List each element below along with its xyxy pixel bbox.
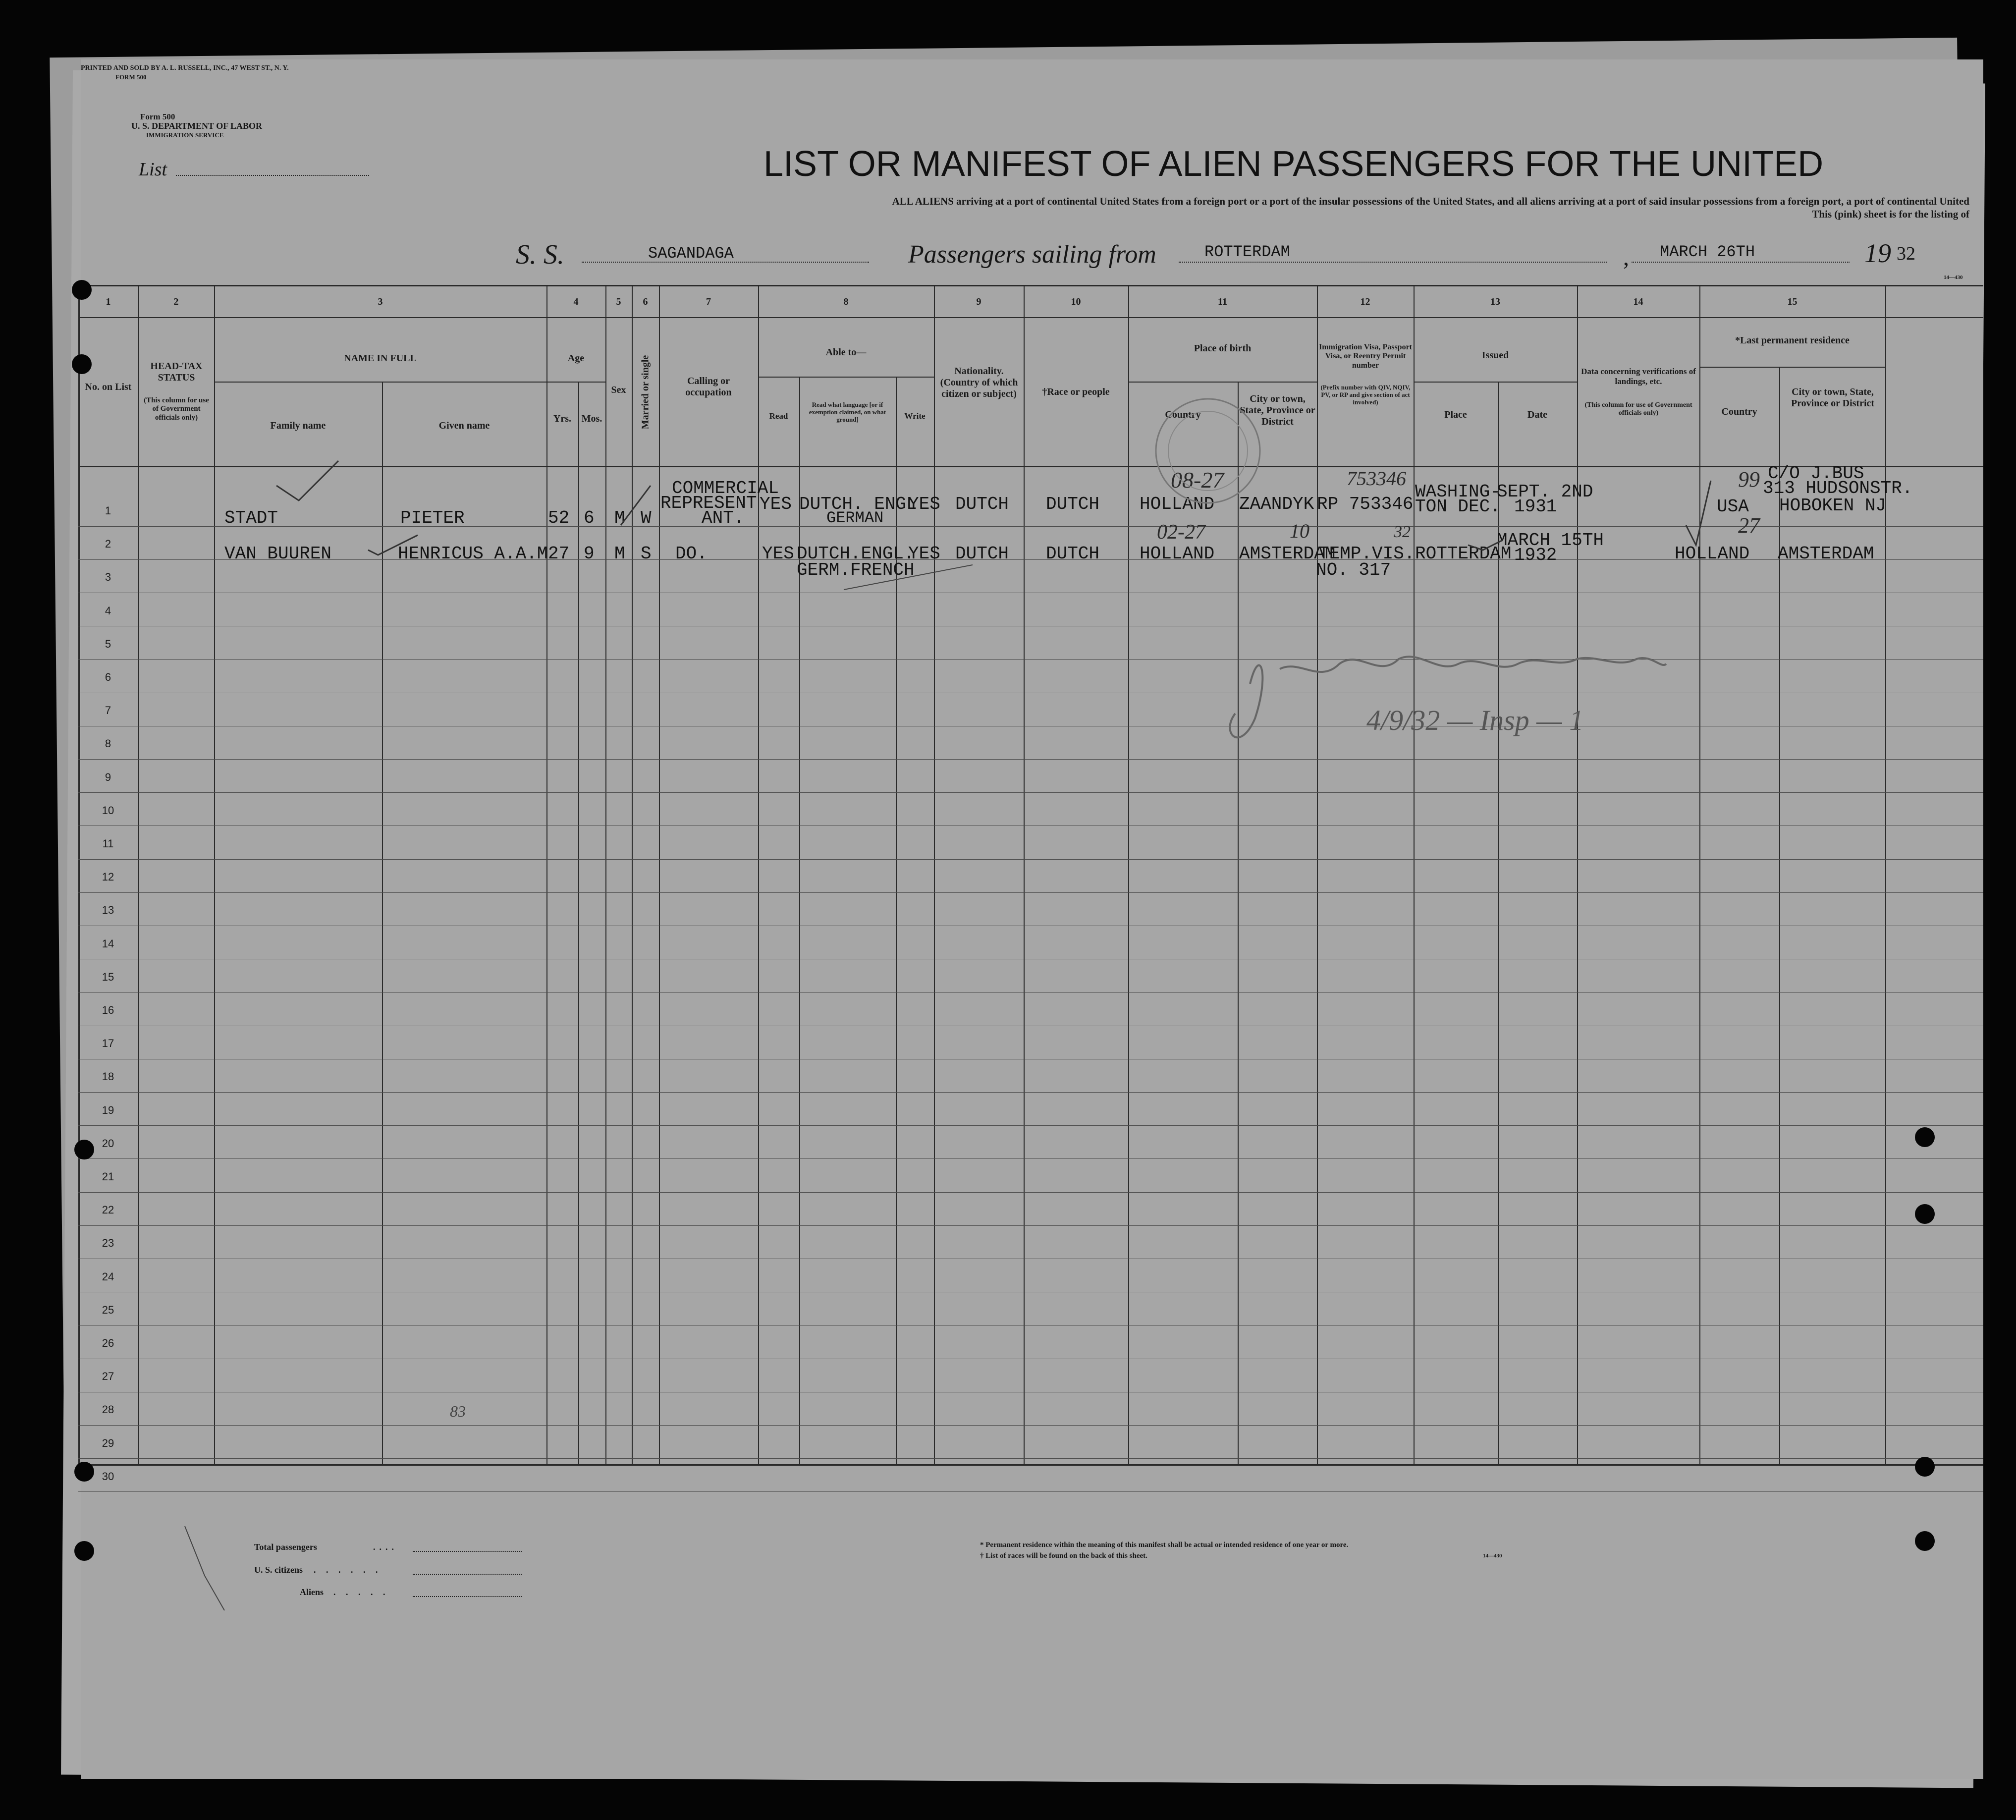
binder-hole [72, 280, 92, 300]
row2-mos: 9 [584, 544, 595, 564]
row2-read: YES [762, 544, 794, 564]
port: ROTTERDAM [1204, 243, 1290, 261]
form-code: 14—430 [1944, 275, 1963, 280]
printer-line: PRINTED AND SOLD BY A. L. RUSSELL, INC., 47 WEST ST., N. Y. [81, 64, 289, 72]
row1-occupation-c: ANT. [702, 508, 745, 528]
row-number: 26 [102, 1337, 114, 1349]
given-name-header: Given name [438, 420, 490, 431]
footnote-races: † List of races will be found on the back of this sheet. [980, 1552, 1147, 1560]
row1-race: DUTCH [1046, 494, 1100, 514]
row2-race: DUTCH [1046, 544, 1100, 564]
row1-birth-note: 08-27 [1171, 467, 1224, 493]
row2-issued-date-b: 1932 [1514, 545, 1557, 565]
row1-birth-city: ZAANDYK [1239, 494, 1314, 514]
row2-given: HENRICUS A.A.M [398, 544, 548, 564]
birth-city-header: City or town, State, Province or District [1240, 393, 1315, 427]
issued-place-header: Place [1444, 409, 1467, 420]
row2-yrs: 27 [548, 544, 570, 564]
row2-read-lang-2: GERM.FRENCH [797, 560, 915, 580]
row-number: 2 [105, 538, 111, 550]
row-number: 24 [102, 1270, 114, 1283]
check-mark-1 [276, 461, 338, 500]
us-citizens-label: U. S. citizens [254, 1565, 303, 1575]
col-num-6: 6 [643, 296, 648, 307]
row1-issued-place-a: WASHING- [1415, 482, 1501, 502]
row2-birth-city: AMSTERDAM [1239, 544, 1336, 564]
year-suffix: 32 [1897, 243, 1915, 264]
able-to-header: Able to— [825, 347, 867, 358]
col-num-12: 12 [1360, 296, 1370, 307]
row1-yrs: 52 [548, 508, 570, 528]
binder-hole [1915, 1457, 1935, 1477]
ss-label: S. S. [516, 239, 564, 270]
row2-nationality: DUTCH [955, 544, 1009, 564]
row1-res-city-c: HOBOKEN NJ [1779, 496, 1887, 516]
check-mark-3 [621, 486, 651, 525]
signature-note: 4/9/32 — Insp — 1 [1366, 704, 1584, 736]
col-num-4: 4 [573, 296, 579, 307]
row1-occupation-b: REPRESENT [660, 493, 757, 513]
pencil-stroke [844, 565, 973, 590]
footer-code: 14—430 [1483, 1553, 1502, 1559]
row-number: 27 [102, 1370, 114, 1382]
col-num-8: 8 [843, 296, 849, 307]
row2-read-lang: DUTCH.ENGL. [797, 544, 915, 564]
landings-note: (This column for use of Government officials only) [1584, 401, 1692, 417]
binder-hole [1915, 1531, 1935, 1551]
name-in-full-header: NAME IN FULL [344, 353, 417, 364]
leader-dots-1: .... [373, 1542, 398, 1552]
binder-hole [1915, 1127, 1935, 1147]
col-num-5: 5 [616, 296, 621, 307]
binder-hole [74, 1140, 94, 1159]
check-mark-4 [1468, 540, 1503, 550]
row1-res-note: 99 [1738, 467, 1760, 492]
row1-marital: W [641, 508, 652, 528]
row2-issued-date-a: MARCH 15TH [1497, 530, 1604, 551]
binder-hole [1915, 1204, 1935, 1224]
row-number: 28 [102, 1403, 114, 1416]
leader-dots-2: . . . . . . [314, 1565, 382, 1575]
stray-mark: 83 [450, 1402, 466, 1420]
list-label: List [139, 159, 167, 180]
visa-note: (Prefix number with QIV, NQIV, PV, or RP and give section of act involved) [1320, 384, 1411, 406]
row-number: 22 [102, 1204, 114, 1216]
visa-header: Immigration Visa, Passport Visa, or Reentry Permit number [1319, 343, 1412, 370]
yrs-header: Yrs. [553, 413, 572, 424]
row1-visa: RP 753346 [1317, 494, 1414, 514]
row1-res-city-a: C/O J.BUS [1768, 463, 1864, 484]
col-num-1: 1 [106, 296, 111, 307]
row1-res-country: USA [1717, 496, 1749, 517]
row-number: 19 [102, 1104, 114, 1116]
res-city-header: City or town, State, Province or District [1791, 386, 1875, 409]
binder-hole [74, 1462, 94, 1482]
form-number: Form 500 [140, 112, 175, 121]
row2-visa: TEMP.VIS. [1318, 544, 1415, 564]
row-number: 7 [105, 704, 111, 717]
total-passengers-label: Total passengers [254, 1542, 317, 1552]
row-number: 18 [102, 1070, 114, 1083]
row2-visa-note: 32 [1394, 523, 1411, 541]
row-number: 5 [105, 638, 111, 650]
row2-occupation: DO. [675, 544, 708, 564]
row2-res-city: AMSTERDAM [1778, 544, 1874, 564]
row1-read-lang: DUTCH. ENGL [799, 494, 917, 514]
row-number: 17 [102, 1037, 114, 1049]
write-header: Write [904, 411, 926, 421]
form-small: FORM 500 [115, 73, 147, 81]
subtitle: ALL ALIENS arriving at a port of continental United States from a foreign port or a port of the insular possessions of the United States, and all aliens arriving at a port of said insular possessions from a foreign port, a port of continental United [892, 195, 1969, 207]
stamp-circle [1156, 399, 1260, 503]
sex-header: Sex [611, 385, 626, 395]
stamp-inner-circle [1168, 411, 1248, 491]
footer-stroke [185, 1526, 224, 1610]
col-num-13: 13 [1490, 296, 1500, 307]
row-number: 13 [102, 904, 114, 916]
row-number: 21 [102, 1170, 114, 1183]
manifest-sheet [81, 59, 1983, 1779]
row1-visa-note: 753346 [1347, 467, 1406, 490]
row-number: 6 [105, 671, 111, 683]
row2-birth-note: 02-27 [1157, 521, 1205, 544]
row1-read-lang-2: GERMAN [826, 509, 884, 527]
col-num-2: 2 [173, 296, 179, 307]
res-country-header: Country [1721, 406, 1757, 417]
row1-issued-place-b: TON DEC. [1415, 496, 1501, 517]
row2-res-note: 27 [1738, 513, 1760, 538]
row1-birth-country: HOLLAND [1140, 494, 1215, 514]
col-num-11: 11 [1218, 296, 1227, 307]
row1-family: STADT [224, 508, 278, 528]
row2-birth-country: HOLLAND [1140, 544, 1215, 564]
ship-name: SAGANDAGA [648, 244, 734, 263]
row-number: 3 [105, 571, 111, 583]
issued-date-header: Date [1527, 409, 1547, 420]
row1-occupation-a: COMMERCIAL [672, 478, 779, 498]
row1-issued-date-b: 1931 [1514, 496, 1557, 517]
calling-header: Calling or occupation [685, 376, 732, 398]
row1-write: YES [908, 494, 940, 514]
row-number: 23 [102, 1237, 114, 1249]
row-number: 20 [102, 1137, 114, 1150]
citizens-line [413, 1574, 522, 1575]
married-header: Married or single [640, 355, 651, 430]
row-number: 10 [102, 804, 114, 817]
total-line [413, 1551, 522, 1552]
head-tax-note: (This column for use of Government officials only) [144, 396, 209, 422]
sailing-label: Passengers sailing from [908, 240, 1156, 269]
department: U. S. DEPARTMENT OF LABOR [131, 121, 263, 131]
service: IMMIGRATION SERVICE [146, 131, 224, 139]
row-number: 14 [102, 938, 114, 950]
col-num-14: 14 [1633, 296, 1643, 307]
sailing-date: MARCH 26TH [1660, 243, 1755, 261]
row2-sex: M [614, 544, 625, 564]
row2-issued-place: ROTTERDAM [1415, 544, 1512, 564]
row1-mos: 6 [584, 508, 595, 528]
check-mark-2 [368, 535, 418, 555]
row-number: 1 [105, 504, 111, 517]
row-number: 11 [102, 837, 114, 850]
place-of-birth-header: Place of birth [1194, 343, 1252, 354]
row-number: 30 [102, 1470, 114, 1483]
head-tax-header: HEAD-TAX STATUS [150, 361, 203, 383]
comma-mark: , [1623, 244, 1629, 271]
row2-marital: S [641, 544, 652, 564]
read-lang-header: Read what language [or if exemption claimed, on what ground] [809, 401, 886, 423]
row1-read: YES [760, 494, 792, 514]
row-number: 15 [102, 971, 114, 983]
age-header: Age [567, 353, 585, 364]
binder-hole [74, 1541, 94, 1561]
col-num-3: 3 [378, 296, 383, 307]
row1-given: PIETER [400, 508, 465, 528]
race-header: †Race or people [1042, 386, 1110, 397]
aliens-label: Aliens [300, 1587, 324, 1597]
last-res-header: *Last permanent residence [1735, 335, 1850, 346]
row-number: 25 [102, 1304, 114, 1316]
birth-country-header: Country [1165, 409, 1201, 420]
row1-sex: M [614, 508, 625, 528]
nationality-header: Nationality. (Country of which citizen or subject) [940, 366, 1018, 399]
row1-nationality: DUTCH [955, 494, 1009, 514]
handwritten-marks [81, 59, 1983, 1779]
year-prefix: 19 [1864, 238, 1891, 268]
subtitle-2: This (pink) sheet is for the listing of [1812, 208, 1969, 220]
row-number: 8 [105, 737, 111, 750]
row-number: 4 [105, 605, 111, 617]
check-mark-5 [1686, 481, 1711, 545]
page-title: LIST OR MANIFEST OF ALIEN PASSENGERS FOR THE UNITED [763, 144, 1824, 184]
row-number: 12 [102, 871, 114, 883]
landings-header: Data concerning verifications of landings, etc. [1581, 367, 1696, 386]
issued-header: Issued [1481, 350, 1509, 361]
no-on-list-header: No. on List [85, 382, 132, 392]
mos-header: Mos. [581, 413, 602, 424]
row2-visa-b: NO. 317 [1316, 560, 1391, 580]
col-num-15: 15 [1787, 296, 1798, 307]
family-name-header: Family name [270, 420, 326, 431]
row-number: 29 [102, 1437, 114, 1449]
row1-issued-date-a: SEPT. 2ND [1497, 482, 1593, 502]
row2-family: VAN BUUREN [224, 544, 332, 564]
leader-dots-3: . . . . . [333, 1587, 389, 1597]
row-number: 16 [102, 1004, 114, 1016]
row1-res-city-b: 313 HUDSONSTR. [1763, 478, 1913, 498]
row-number: 9 [105, 771, 111, 783]
binder-hole [72, 354, 92, 374]
row2-birth-note-2: 10 [1290, 520, 1309, 542]
col-num-7: 7 [706, 296, 711, 307]
row2-write: YES [908, 544, 940, 564]
row2-res-country: HOLLAND [1675, 544, 1750, 564]
col-num-9: 9 [976, 296, 981, 307]
col-num-10: 10 [1071, 296, 1081, 307]
footnote-residence: * Permanent residence within the meaning of this manifest shall be actual or intended residence of one year or more. [980, 1541, 1349, 1549]
aliens-line [413, 1596, 522, 1597]
read-header: Read [769, 411, 788, 421]
